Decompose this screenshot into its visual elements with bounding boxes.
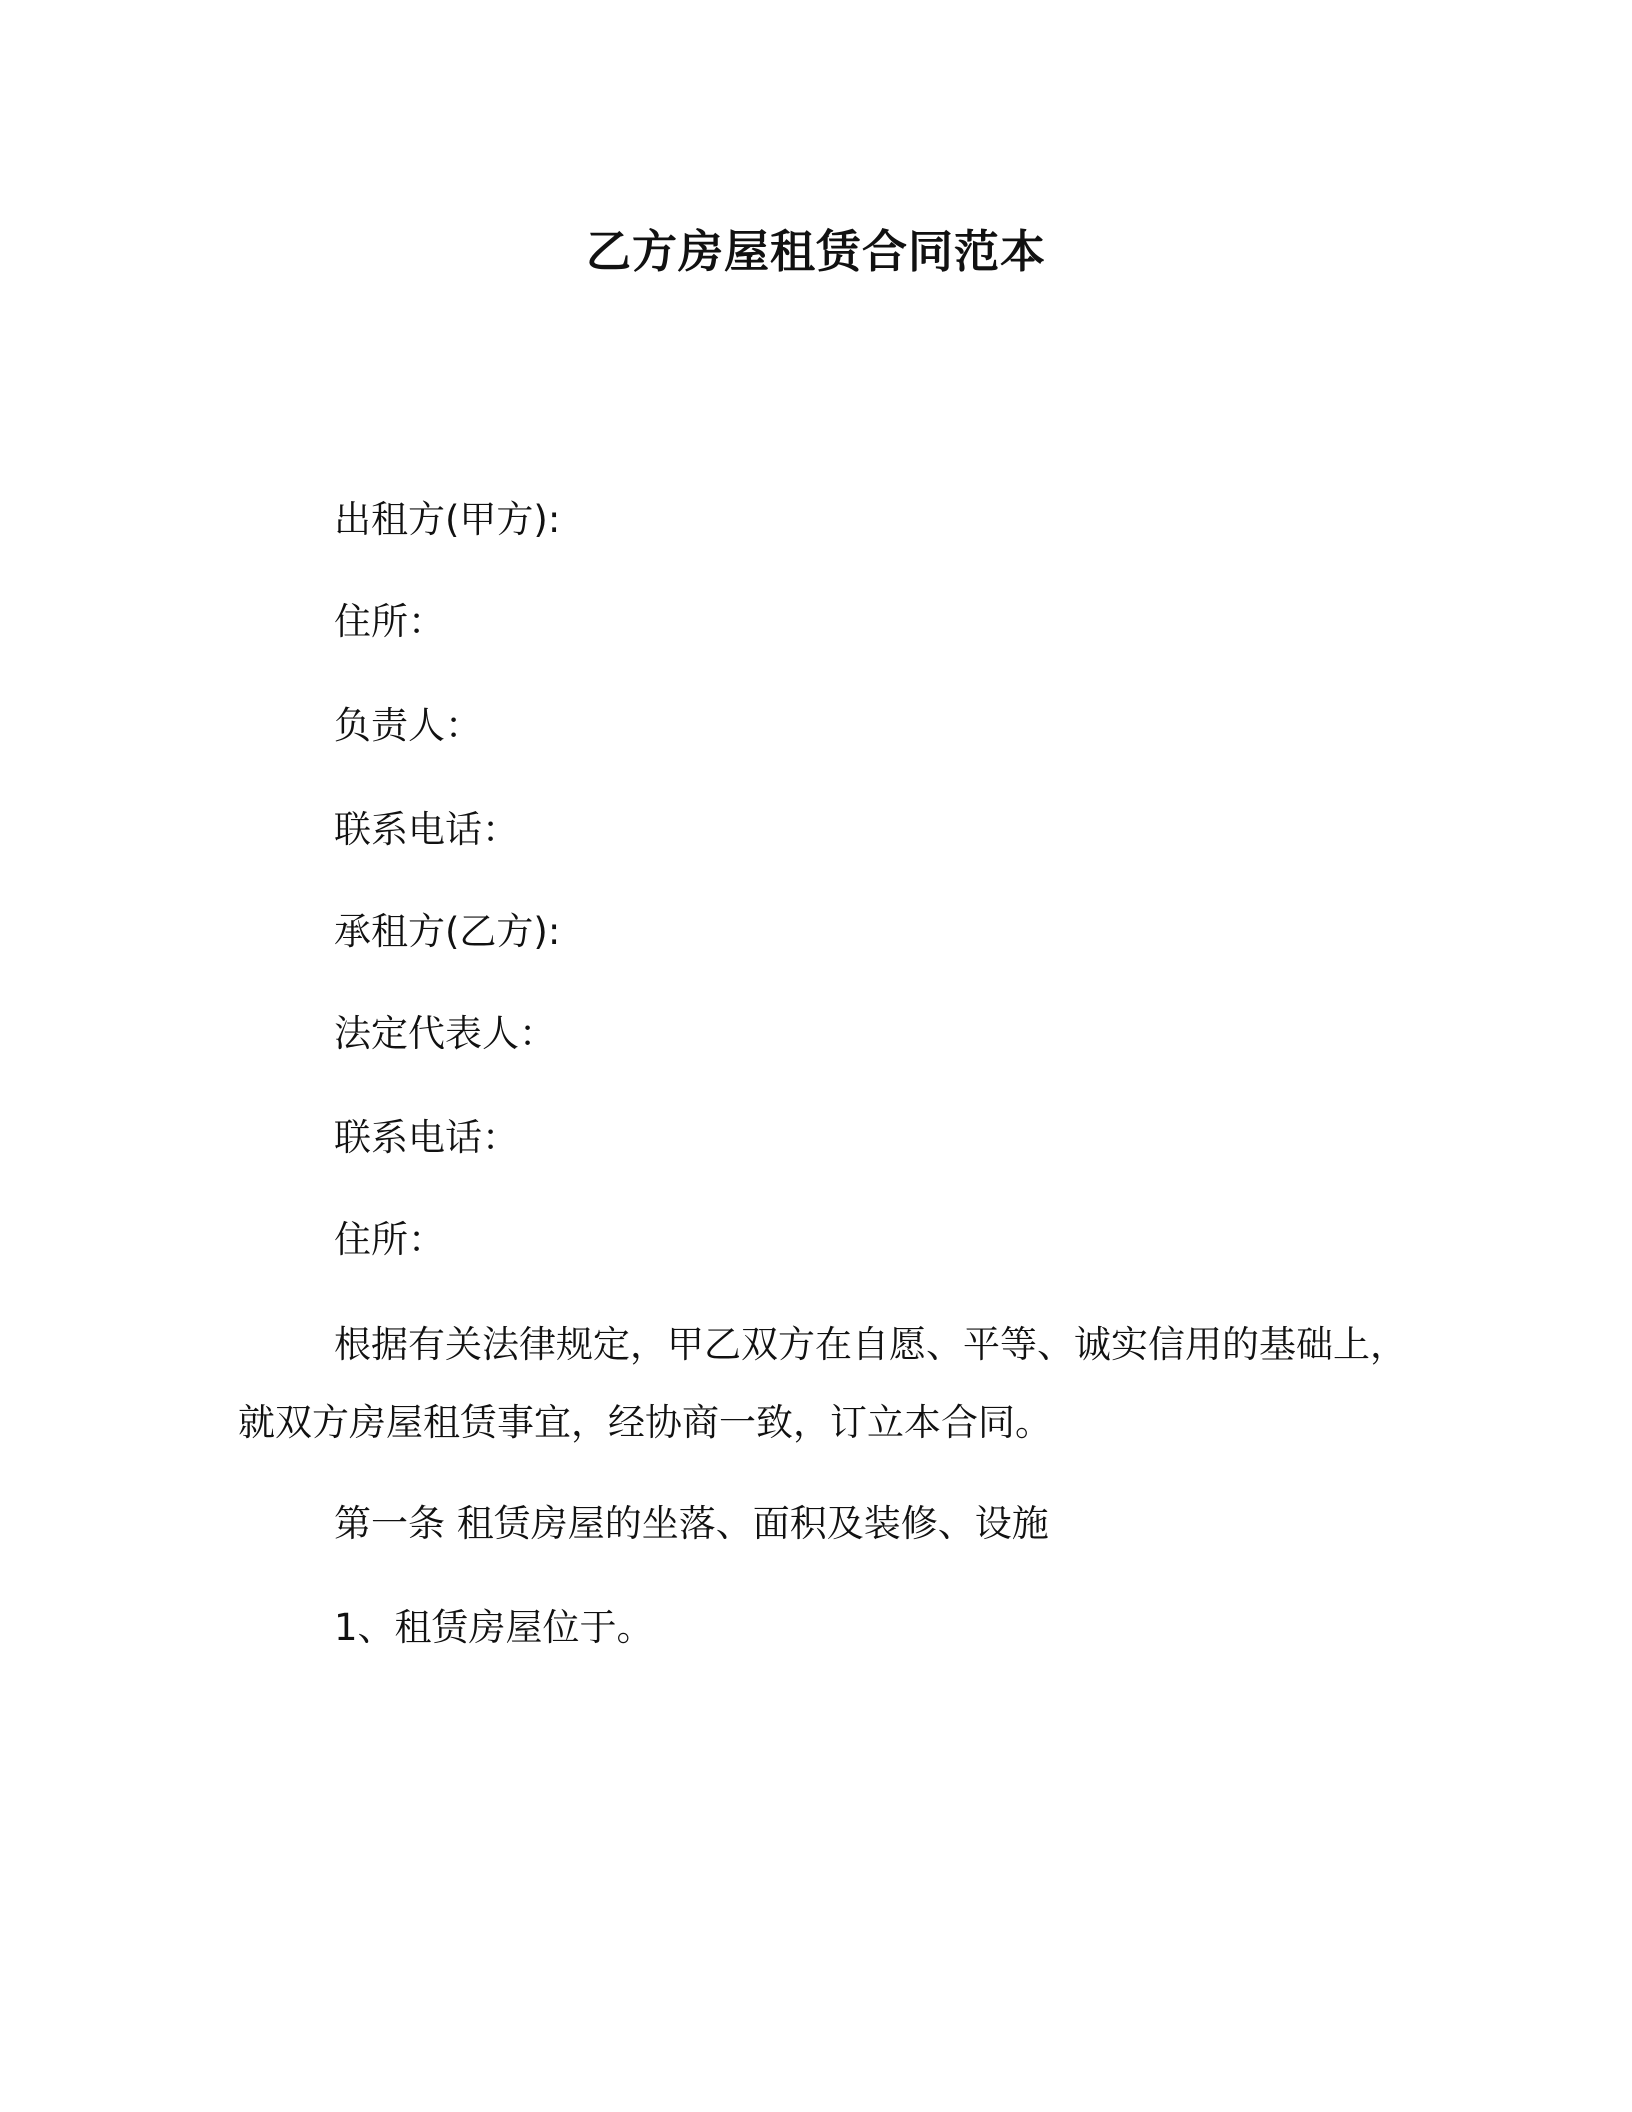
article-1-heading: 第一条 租赁房屋的坐落、面积及装修、设施 [334, 1502, 1049, 1545]
article-1-item-1: 1、租赁房屋位于。 [334, 1606, 654, 1649]
party-a-address-label: 住所： [334, 600, 445, 643]
preamble-paragraph: 根据有关法律规定，甲乙双方在自愿、平等、诚实信用的基础上，就双方房屋租赁事宜，经协商一致，订立本合同。 [238, 1323, 1407, 1444]
lessor-label: 出租方(甲方): [334, 498, 561, 541]
party-b-address-label: 住所： [334, 1218, 445, 1261]
document-title: 乙方房屋租赁合同范本 [585, 225, 1046, 278]
lessee-label: 承租方(乙方): [334, 910, 561, 953]
party-b-phone-label: 联系电话： [334, 1116, 519, 1159]
person-in-charge-label: 负责人： [334, 704, 482, 747]
party-a-phone-label: 联系电话： [334, 808, 519, 851]
legal-representative-label: 法定代表人： [334, 1012, 556, 1055]
